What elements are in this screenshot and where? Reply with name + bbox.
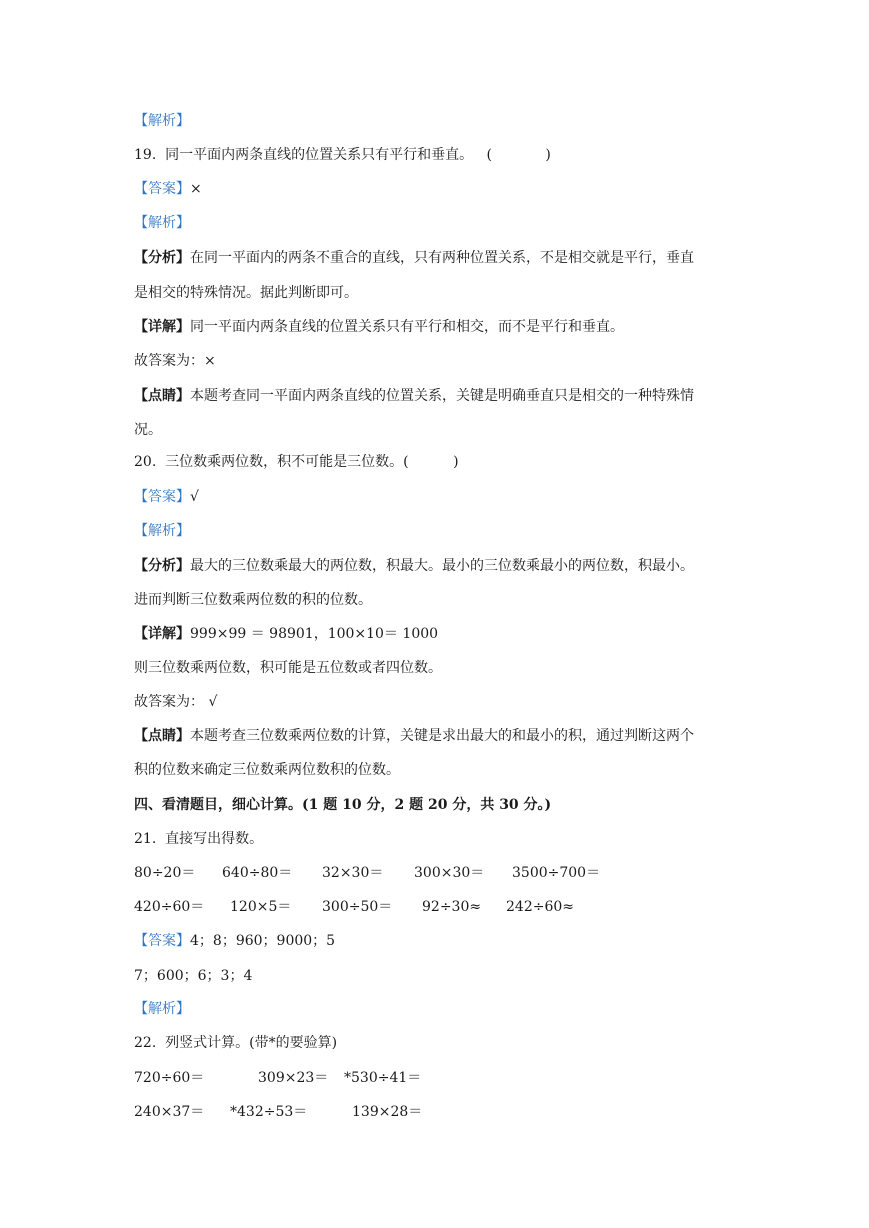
analysis-label-20: 【解析】 <box>134 523 190 539</box>
calc-item: *432÷53＝ <box>230 1104 308 1120</box>
calc-item: 300×30＝ <box>414 865 485 881</box>
calc-item: 309×23＝ <box>258 1070 329 1086</box>
detail-20: 【详解】999×99 ＝ 98901，100×10＝ 1000 <box>134 626 439 642</box>
analysis-text-20: 【分析】最大的三位数乘最大的两位数，积最大。最小的三位数乘最小的两位数，积最小。 <box>134 558 694 574</box>
comment-20-cont: 积的位数来确定三位数乘两位数积的位数。 <box>134 762 400 778</box>
comment-19-cont: 况。 <box>134 422 162 438</box>
question-22: 22. 列竖式计算。(带*的要验算) <box>134 1035 338 1051</box>
detail-20-cont: 则三位数乘两位数，积可能是五位数或者四位数。 <box>134 660 442 676</box>
calc-item: 92÷30≈ <box>422 899 482 915</box>
calc-item: 720÷60＝ <box>134 1070 205 1086</box>
question-19: 19. 同一平面内两条直线的位置关系只有平行和垂直。 ( ) <box>134 147 551 163</box>
calc-item: 242÷60≈ <box>506 899 574 915</box>
calc-item: 240×37＝ <box>134 1104 205 1120</box>
comment-19: 【点睛】本题考查同一平面内两条直线的位置关系，关键是明确垂直只是相交的一种特殊情 <box>134 388 694 404</box>
calc-item: 300÷50＝ <box>322 899 393 915</box>
calc-item: 420÷60＝ <box>134 899 205 915</box>
section-4-heading: 四、看清题目，细心计算。(1 题 10 分，2 题 20 分，共 30 分。) <box>134 797 552 813</box>
analysis-text-19-cont: 是相交的特殊情况。据此判断即可。 <box>134 285 358 301</box>
calc-item: 80÷20＝ <box>134 865 196 881</box>
calc-item: 139×28＝ <box>352 1104 423 1120</box>
answer-20: 【答案】√ <box>134 489 199 505</box>
calc-item: 3500÷700＝ <box>512 865 601 881</box>
analysis-text-20-cont: 进而判断三位数乘两位数的积的位数。 <box>134 592 372 608</box>
question-21: 21. 直接写出得数。 <box>134 831 264 847</box>
question-20: 20. 三位数乘两位数，积不可能是三位数。( ) <box>134 454 459 470</box>
calc-item: *530÷41＝ <box>344 1070 422 1086</box>
calc-item: 32×30＝ <box>322 865 384 881</box>
analysis-label-19: 【解析】 <box>134 215 190 231</box>
analysis-text-19: 【分析】在同一平面内的两条不重合的直线，只有两种位置关系，不是相交就是平行，垂直 <box>134 250 694 266</box>
final-answer-19: 故答案为：× <box>134 353 216 369</box>
answer-21: 【答案】4；8；960；9000；5 <box>134 933 336 949</box>
calc-item: 640÷80＝ <box>222 865 293 881</box>
final-answer-20: 故答案为： √ <box>134 694 218 710</box>
answer-21-cont: 7；600；6；3；4 <box>134 968 253 984</box>
comment-20: 【点睛】本题考查三位数乘两位数的计算，关键是求出最大的和最小的积，通过判断这两个 <box>134 728 694 744</box>
calc-item: 120×5＝ <box>230 899 292 915</box>
analysis-label: 【解析】 <box>134 113 190 129</box>
detail-19: 【详解】同一平面内两条直线的位置关系只有平行和相交，而不是平行和垂直。 <box>134 319 624 335</box>
analysis-label-21: 【解析】 <box>134 1001 190 1017</box>
answer-19: 【答案】× <box>134 181 202 197</box>
